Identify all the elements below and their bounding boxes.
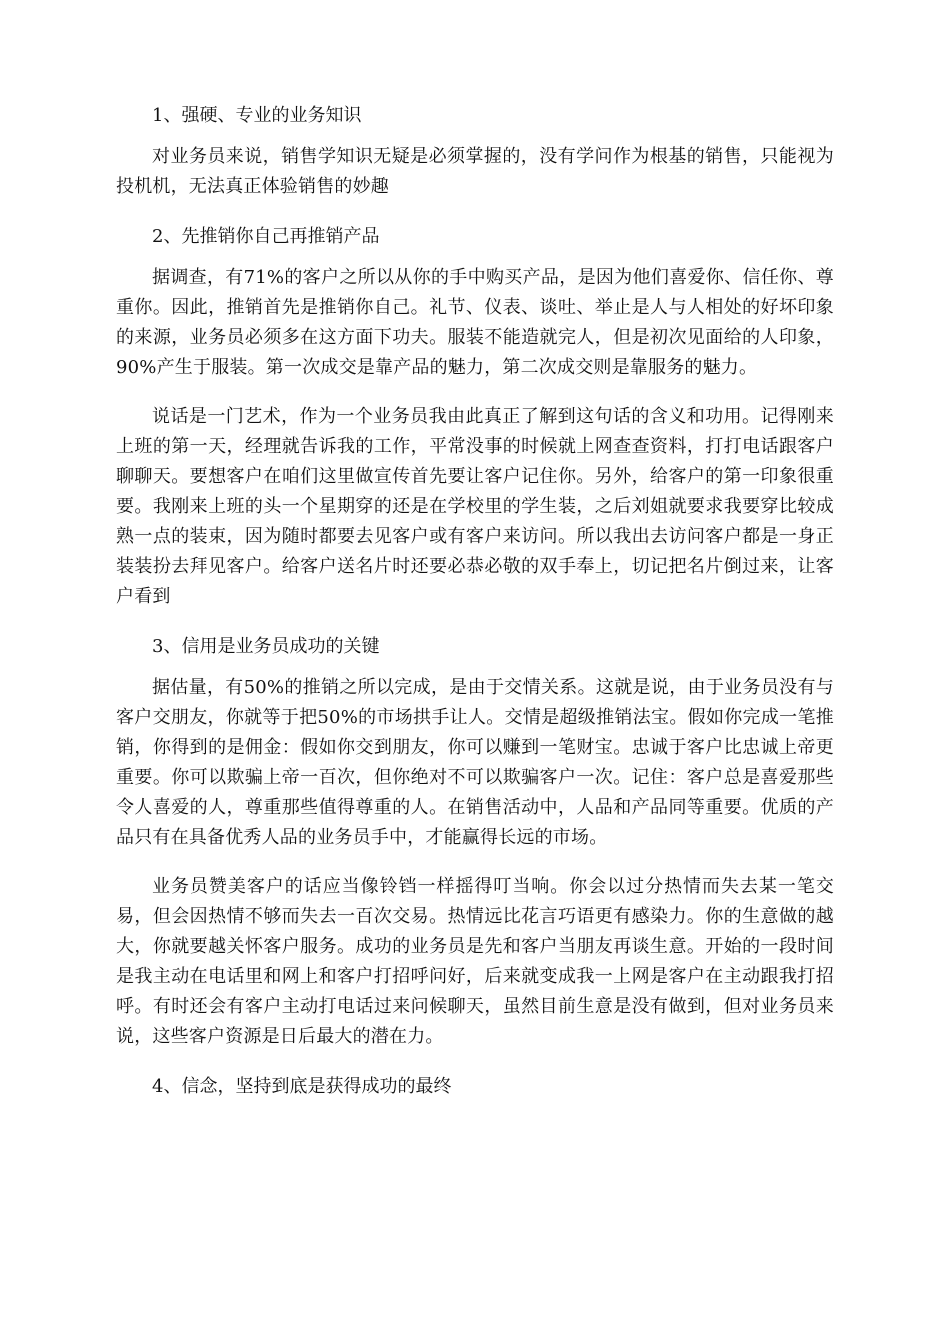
section-3-paragraph-1: 据估量，有50%的推销之所以完成，是由于交情关系。这就是说，由于业务员没有与客户交朋友，你就等于把50%的市场拱手让人。交情是超级推销法宝。假如你完成一笔推销，你得到的是佣金：假如你交到朋友，你可以赚到一笔财宝。忠诚于客户比忠诚上帝更重要。你可以欺骗上帝一百次，但你绝对不可以欺骗客户一次。记住：客户总是喜爱那些令人喜爱的人，尊重那些值得尊重的人。在销售活动中，人品和产品同等重要。优质的产品只有在具备优秀人品的业务员手中，才能赢得长远的市场。 (116, 677, 834, 848)
section-3-paragraph-2: 业务员赞美客户的话应当像铃铛一样摇得叮当响。你会以过分热情而失去某一笔交易，但会因热情不够而失去一百次交易。热情远比花言巧语更有感染力。你的生意做的越大，你就要越关怀客户服务。成功的业务员是先和客户当朋友再谈生意。开始的一段时间是我主动在电话里和网上和客户打招呼问好，后来就变成我一上网是客户在主动跟我打招呼。有时还会有客户主动打电话过来问候聊天，虽然目前生意是没有做到，但对业务员来说，这些客户资源是日后最大的潜在力。 (116, 876, 834, 1047)
section-heading-2: 2、先推销你自己再推销产品 (152, 226, 380, 247)
section-2-paragraph-1: 据调查，有71%的客户之所以从你的手中购买产品，是因为他们喜爱你、信任你、尊重你。因此，推销首先是推销你自己。礼节、仪表、谈吐、举止是人与人相处的好坏印象的来源，业务员必须多在这方面下功夫。服装不能造就完人，但是初次见面给的人印象，90%产生于服装。第一次成交是靠产品的魅力，第二次成交则是靠服务的魅力。 (116, 267, 834, 378)
document-page (116, 100, 834, 1113)
section-2-paragraph-2: 说话是一门艺术，作为一个业务员我由此真正了解到这句话的含义和功用。记得刚来上班的第一天，经理就告诉我的工作，平常没事的时候就上网查查资料，打打电话跟客户聊聊天。要想客户在咱们这里做宣传首先要让客户记住你。另外，给客户的第一印象很重要。我刚来上班的头一个星期穿的还是在学校里的学生装，之后刘姐就要求我要穿比较成熟一点的装束，因为随时都要去见客户或有客户来访问。所以我出去访问客户都是一身正装装扮去拜见客户。给客户送名片时还要必恭必敬的双手奉上，切记把名片倒过来，让客户看到 (116, 406, 834, 607)
section-heading-1: 1、强硬、专业的业务知识 (152, 105, 362, 126)
section-heading-3: 3、信用是业务员成功的关键 (152, 636, 380, 657)
section-1-paragraph-1: 对业务员来说，销售学知识无疑是必须掌握的，没有学问作为根基的销售，只能视为投机机，无法真正体验销售的妙趣 (116, 146, 834, 197)
section-heading-4: 4、信念，坚持到底是获得成功的最终 (152, 1076, 452, 1097)
